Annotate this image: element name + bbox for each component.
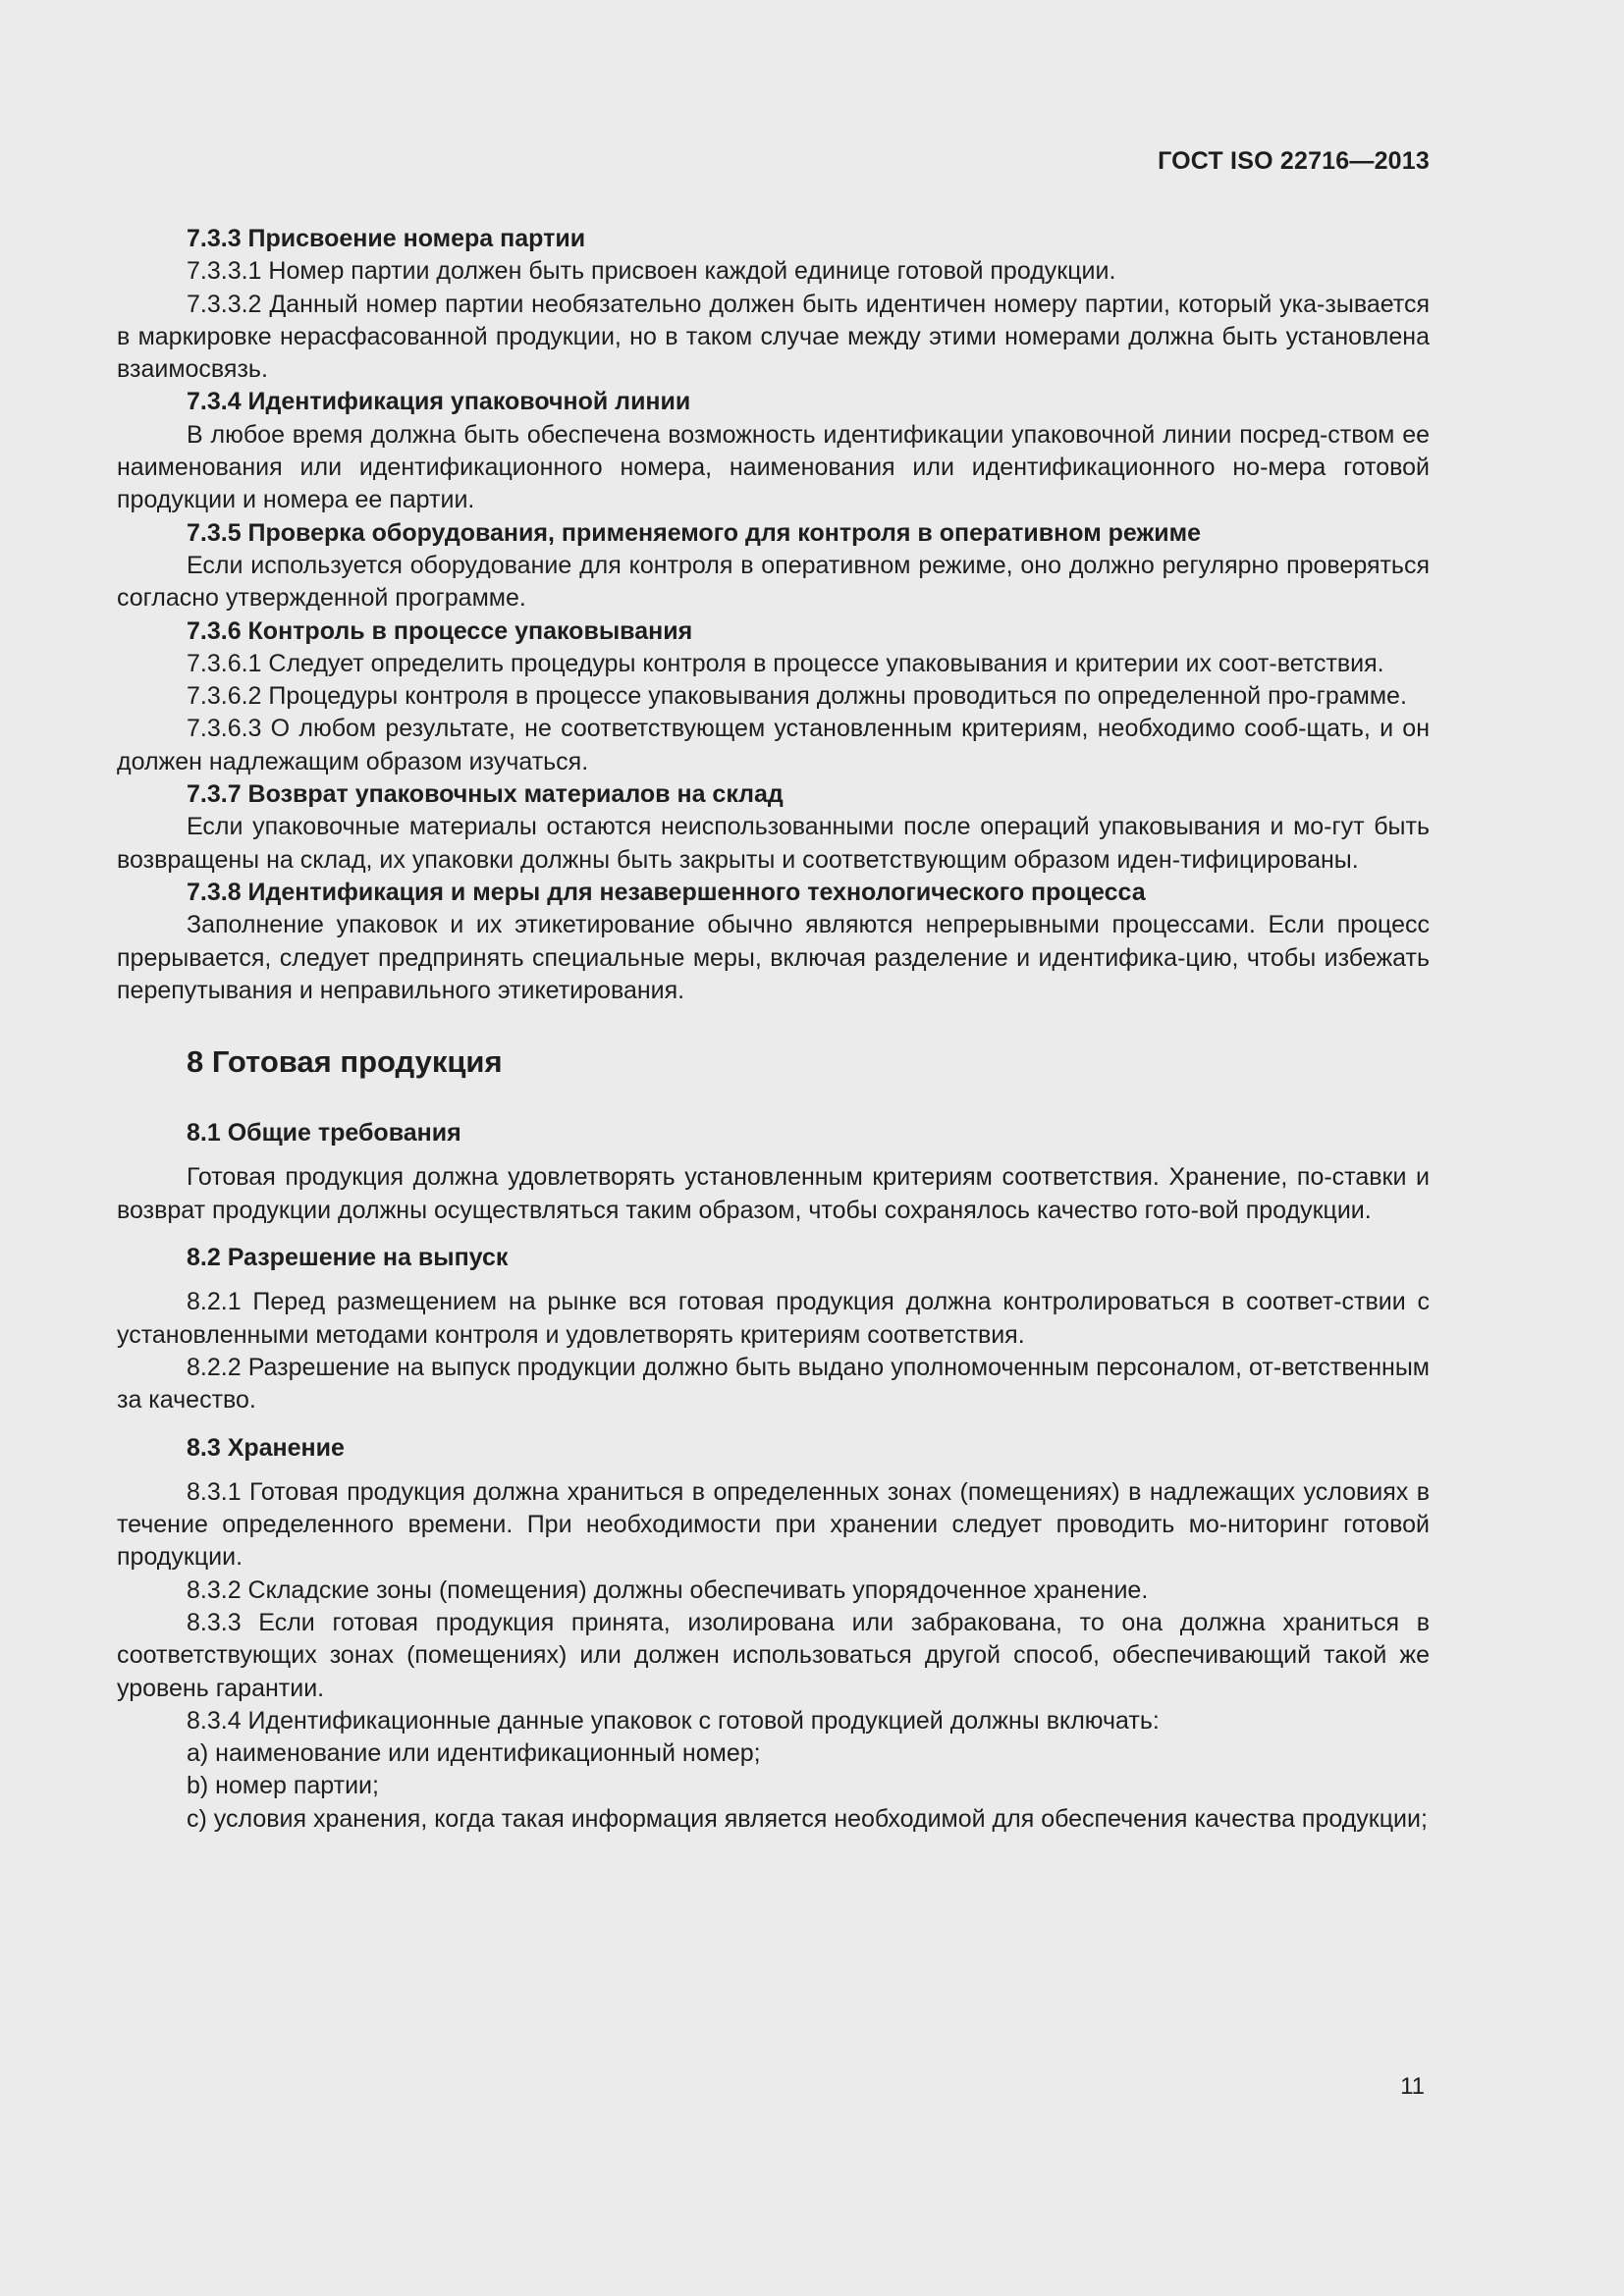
paragraph-7-3-8: Заполнение упаковок и их этикетирование обычно являются непрерывными процессами. Если процесс прерывается, следует предпринять специальные меры, включая разделение и идентифика-цию, чтобы избежать перепутывания и неправильного этикетирования. bbox=[117, 911, 1430, 1004]
paragraph-8-2-1: 8.2.1 Перед размещением на рынке вся готовая продукция должна контролироваться в соответ-ствии с установленными методами контроля и удовлетворять критериям соответствия. bbox=[117, 1288, 1430, 1349]
paragraph-7-3-6-3: 7.3.6.3 О любом результате, не соответствующем установленным критериям, необходимо сооб-щать, и он должен надлежащим образом изучаться. bbox=[117, 715, 1430, 775]
list-item-b: b) номер партии; bbox=[187, 1772, 379, 1800]
section-7-3-8-title: 7.3.8 Идентификация и меры для незавершенного технологического процесса bbox=[187, 878, 1146, 906]
section-7-3-3-title: 7.3.3 Присвоение номера партии bbox=[187, 225, 586, 252]
section-7-3-5-title: 7.3.5 Проверка оборудования, применяемого для контроля в оперативном режиме bbox=[187, 518, 1201, 547]
page-number: 11 bbox=[1400, 2073, 1425, 2100]
paragraph-8-3-4: 8.3.4 Идентификационные данные упаковок с готовой продукцией должны включать: bbox=[187, 1706, 1160, 1735]
paragraph-8-3-3: 8.3.3 Если готовая продукция принята, изолирована или забракована, то она должна храниться в соответствующих зонах (помещениях) или должен использоваться другой способ, обеспечивающий такой же уровень гарантии. bbox=[117, 1608, 1430, 1702]
section-8-1-title: 8.1 Общие требования bbox=[187, 1119, 461, 1148]
section-7-3-7-title: 7.3.7 Возврат упаковочных материалов на склад bbox=[187, 780, 784, 809]
paragraph-7-3-3-2: 7.3.3.2 Данный номер партии необязательно должен быть идентичен номеру партии, который ука-зывается в маркировке нерасфасованной продукции, но в таком случае между этими номерами должна быть установлена взаимосвязь. bbox=[117, 290, 1430, 384]
section-8-2-title: 8.2 Разрешение на выпуск bbox=[187, 1244, 509, 1272]
paragraph-7-3-6-1: 7.3.6.1 Следует определить процедуры контроля в процессе упаковывания и критерии их соот-ветствия. bbox=[187, 649, 1384, 677]
paragraph-7-3-5: Если используется оборудование для контроля в оперативном режиме, оно должно регулярно проверяться согласно утвержденной программе. bbox=[117, 551, 1430, 613]
paragraph-8-3-1: 8.3.1 Готовая продукция должна храниться в определенных зонах (помещениях) в надлежащих условиях в течение определенного времени. При необходимости при хранении следует проводить мо-ниторинг готовой продукции. bbox=[117, 1477, 1430, 1572]
section-8-3-title: 8.3 Хранение bbox=[187, 1433, 345, 1462]
paragraph-7-3-3-1: 7.3.3.1 Номер партии должен быть присвоен каждой единице готовой продукции. bbox=[187, 257, 1116, 286]
paragraph-7-3-4: В любое время должна быть обеспечена возможность идентификации упаковочной линии посред-ством ее наименования или идентификационного номера, наименования или идентификационного но-мера готовой продукции и номера ее партии. bbox=[117, 420, 1430, 514]
list-item-c: c) условия хранения, когда такая информация является необходимой для обеспечения качества продукции; bbox=[187, 1804, 1428, 1833]
paragraph-8-2-2: 8.2.2 Разрешение на выпуск продукции должно быть выдано уполномоченным персоналом, от-ветственным за качество. bbox=[117, 1353, 1430, 1415]
document-body bbox=[117, 223, 1430, 1836]
paragraph-8-3-2: 8.3.2 Складские зоны (помещения) должны обеспечивать упорядоченное хранение. bbox=[187, 1575, 1149, 1604]
list-item-a: a) наименование или идентификационный номер; bbox=[187, 1739, 761, 1768]
paragraph-7-3-7: Если упаковочные материалы остаются неиспользованными после операций упаковывания и мо-гут быть возвращены на склад, их упаковки должны быть закрыты и соответствующим образом иден-тифицированы. bbox=[117, 813, 1430, 874]
paragraph-8-1: Готовая продукция должна удовлетворять установленным критериям соответствия. Хранение, по-ставки и возврат продукции должны осуществляться таким образом, чтобы сохранялось качество гото-вой продукции. bbox=[117, 1163, 1430, 1224]
section-7-3-4-title: 7.3.4 Идентификация упаковочной линии bbox=[187, 388, 691, 416]
paragraph-7-3-6-2: 7.3.6.2 Процедуры контроля в процессе упаковывания должны проводиться по определенной про-грамме. bbox=[187, 682, 1407, 711]
document-header: ГОСТ ISO 22716—2013 bbox=[1158, 147, 1430, 175]
section-8-title: 8 Готовая продукция bbox=[187, 1044, 503, 1080]
section-7-3-6-title: 7.3.6 Контроль в процессе упаковывания bbox=[187, 616, 693, 645]
